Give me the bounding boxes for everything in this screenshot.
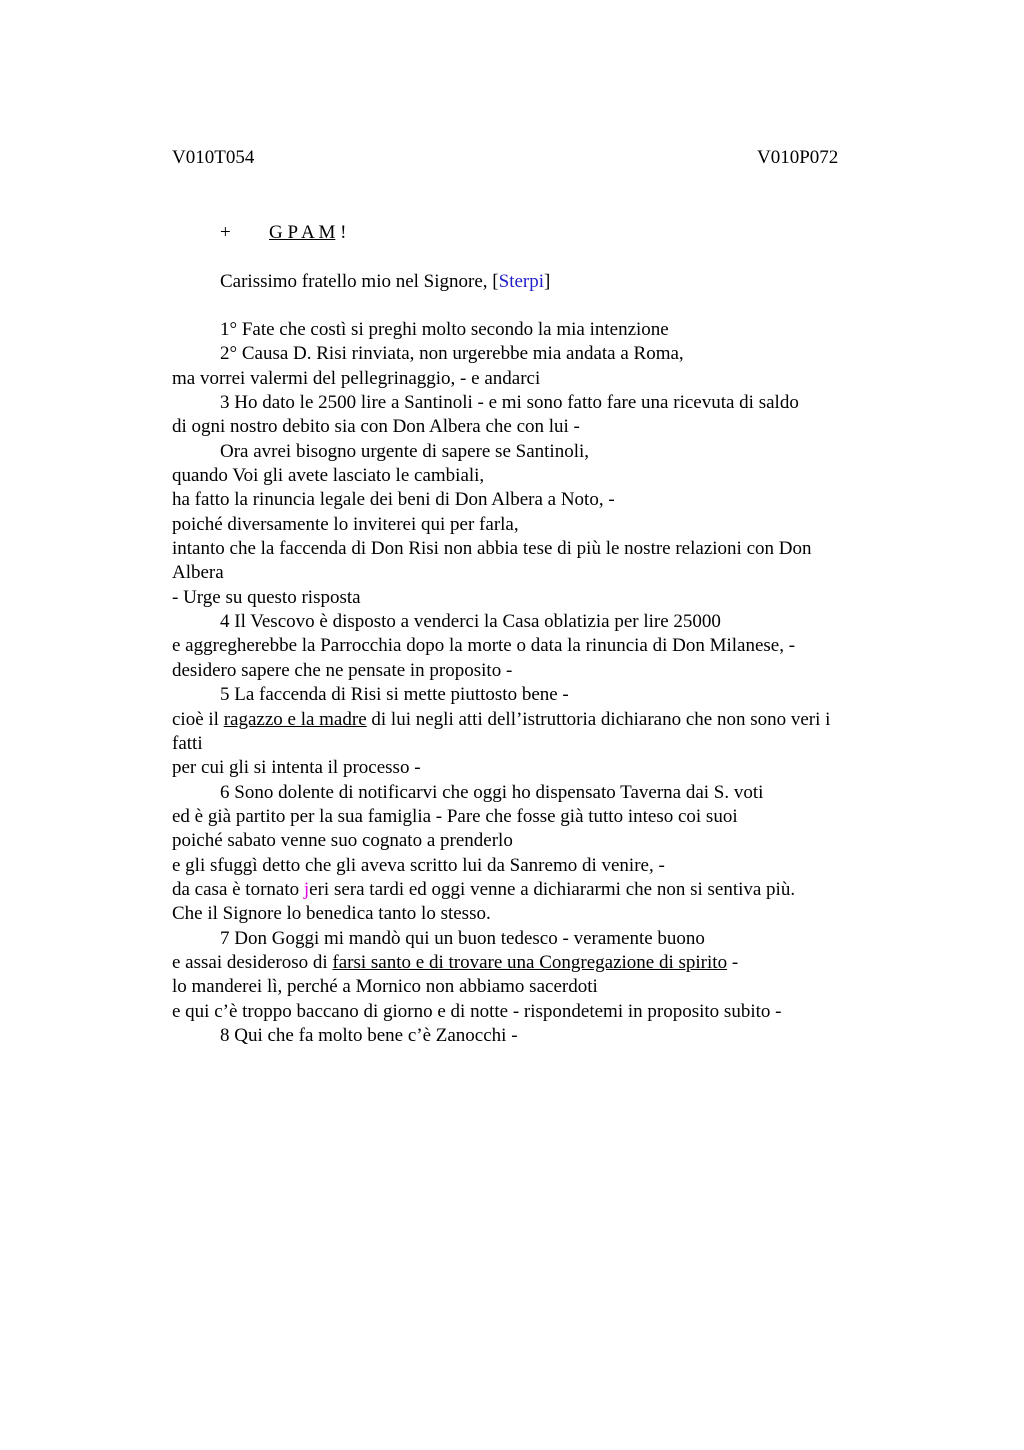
text-line: desidero sapere che ne pensate in proposito - bbox=[172, 659, 513, 681]
text-segment: - bbox=[727, 951, 739, 973]
text-line: Albera bbox=[172, 562, 224, 584]
heading-exclamation: ! bbox=[335, 222, 347, 243]
salutation-close-bracket: ] bbox=[544, 271, 551, 292]
text-line bbox=[172, 951, 892, 975]
underlined-phrase: farsi santo e di trovare una Congregazione di spirito bbox=[332, 951, 728, 973]
text-line: ha fatto la rinuncia legale dei beni di Don Albera a Noto, - bbox=[172, 489, 615, 511]
text-segment: e assai desideroso di bbox=[172, 951, 333, 973]
text-line: - Urge su questo risposta bbox=[172, 586, 361, 608]
text-line: poiché sabato venne suo cognato a prenderlo bbox=[172, 830, 513, 852]
text-line: e aggregherebbe la Parrocchia dopo la morte o data la rinuncia di Don Milanese, - bbox=[172, 635, 796, 657]
text-segment: cioè il bbox=[172, 708, 224, 730]
gpam-heading: G P A M bbox=[269, 222, 336, 243]
text-line: e qui c’è troppo baccano di giorno e di notte - rispondetemi in proposito subito - bbox=[172, 1000, 782, 1022]
highlighted-letter: j bbox=[303, 878, 310, 900]
text-line: fatti bbox=[172, 732, 203, 754]
text-line: di ogni nostro debito sia con Don Albera che con lui - bbox=[172, 416, 580, 438]
document-code-left: V010T054 bbox=[172, 147, 255, 168]
text-line: intanto che la faccenda di Don Risi non abbia tese di più le nostre relazioni con Don bbox=[172, 538, 812, 560]
cross-mark: + bbox=[220, 222, 231, 243]
text-line: e gli sfuggì detto che gli aveva scritto lui da Sanremo di venire, - bbox=[172, 854, 665, 876]
letter-body bbox=[172, 318, 892, 1048]
text-line: ed è già partito per la sua famiglia - Pare che fosse già tutto inteso coi suoi bbox=[172, 805, 738, 827]
text-line: 7 Don Goggi mi mandò qui un buon tedesco - veramente buono bbox=[220, 927, 705, 949]
text-line bbox=[172, 878, 892, 902]
text-line: 8 Qui che fa molto bene c’è Zanocchi - bbox=[220, 1024, 518, 1046]
text-line: quando Voi gli avete lasciato le cambiali, bbox=[172, 465, 485, 487]
text-segment: eri sera tardi ed oggi venne a dichiararmi che non si sentiva più. bbox=[309, 878, 796, 900]
text-line: Che il Signore lo benedica tanto lo stesso. bbox=[172, 903, 491, 925]
underlined-phrase: ragazzo e la madre bbox=[223, 708, 367, 730]
text-segment: di lui negli atti dell’istruttoria dichiarano che non sono veri i bbox=[366, 708, 831, 730]
text-line: 1° Fate che costì si preghi molto secondo la mia intenzione bbox=[220, 319, 669, 340]
salutation bbox=[220, 270, 550, 294]
text-segment: da casa è tornato bbox=[172, 878, 304, 900]
text-line: 6 Sono dolente di notificarvi che oggi ho dispensato Taverna dai S. voti bbox=[220, 781, 764, 803]
text-line: per cui gli si intenta il processo - bbox=[172, 757, 421, 779]
text-line: poiché diversamente lo inviterei qui per farla, bbox=[172, 513, 519, 535]
text-line: ma vorrei valermi del pellegrinaggio, - e andarci bbox=[172, 367, 541, 389]
document-code-right: V010P072 bbox=[757, 147, 839, 168]
text-line: 5 La faccenda di Risi si mette piuttosto bene - bbox=[220, 684, 569, 706]
text-line: Ora avrei bisogno urgente di sapere se Santinoli, bbox=[220, 440, 589, 462]
heading-line bbox=[220, 221, 346, 245]
text-line bbox=[172, 708, 892, 732]
recipient-name: Sterpi bbox=[498, 271, 545, 292]
text-line: 2° Causa D. Risi rinviata, non urgerebbe mia andata a Roma, bbox=[220, 343, 684, 365]
text-line: 3 Ho dato le 2500 lire a Santinoli - e mi sono fatto fare una ricevuta di saldo bbox=[220, 392, 799, 414]
text-line: 4 Il Vescovo è disposto a venderci la Casa oblatizia per lire 25000 bbox=[220, 611, 721, 633]
text-line: lo manderei lì, perché a Mornico non abbiamo sacerdoti bbox=[172, 976, 598, 998]
salutation-text: Carissimo fratello mio nel Signore, [ bbox=[220, 271, 499, 292]
